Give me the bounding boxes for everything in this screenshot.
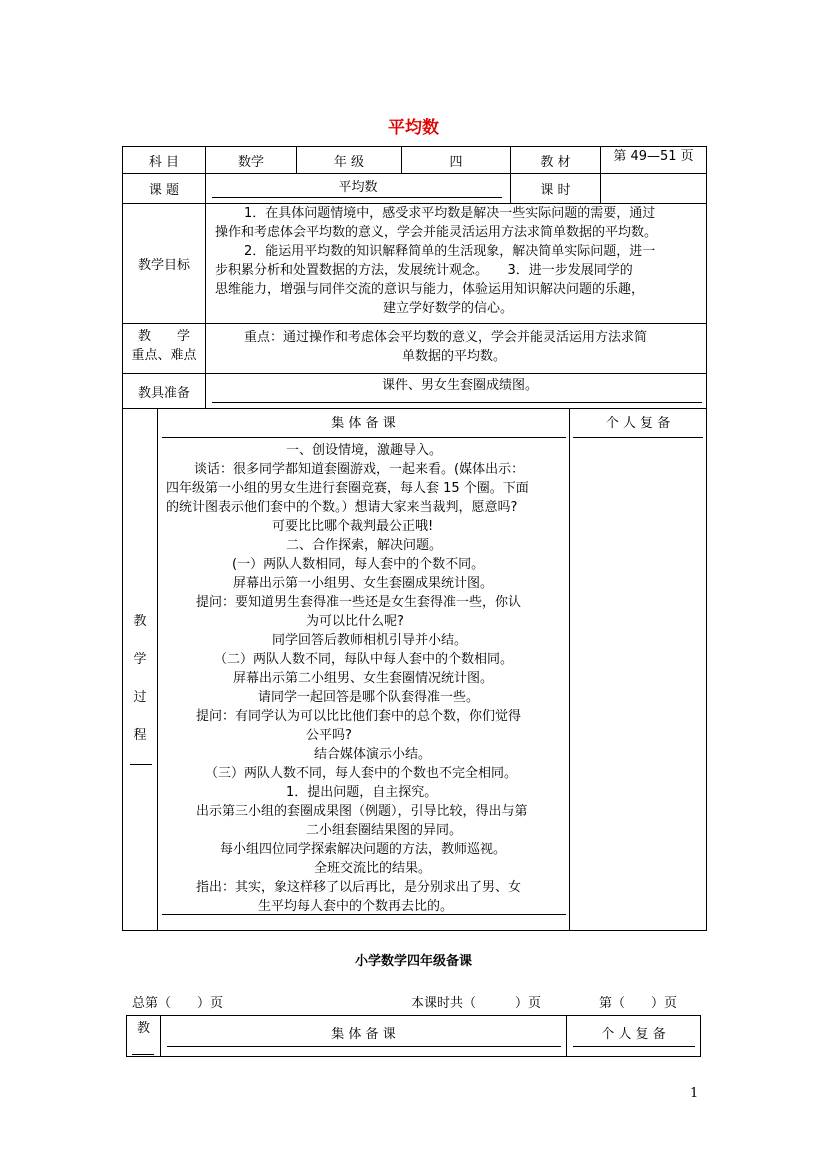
process-line: 为可以比什么呢? [306,614,404,629]
process-line: （三）两队人数不同，每人套中的个数也不完全相同。 [205,766,518,781]
process-line: 二小组套圈结果图的异同。 [306,823,463,838]
textbook-label: 教 材 [540,154,571,170]
topic-label: 课 题 [148,183,180,198]
process-line: 屏幕出示第二小组男、女生套圈情况统计图。 [233,671,494,686]
keypoints-line: 重点：通过操作和考虑体会平均数的意义，学会并能灵活运用方法求简 [244,330,648,345]
process-line: 全班交流比的结果。 [314,861,432,876]
page-number: 1 [690,1086,699,1101]
goals-line: 思维能力，增强与同伴交流的意识与能力，体验运用知识解决问题的乐趣， [215,282,645,297]
process-line: 谈话：很多同学都知道套圈游戏，一起来看。(媒体出示： [194,462,525,477]
lesson-hours: 本课时共（ ）页 [411,996,542,1011]
topic-value: 平均数 [338,180,378,195]
process-line: 二、合作探索，解决问题。 [286,538,443,553]
page-title: 平均数 [388,118,439,138]
page-no: 第（ ）页 [599,996,678,1011]
process-line: 请同学一起回答是哪个队套得准一些。 [258,690,480,705]
process-line: 屏幕出示第一小组男、女生套圈成果统计图。 [233,576,494,591]
period-value [601,174,706,203]
process-line: 同学回答后教师相机引导并小结。 [272,633,468,648]
goals-line: 2．能运用平均数的知识解释简单的生活现象，解决简单实际问题，进一 [244,244,656,259]
personal-prep-header-2: 个 人 复 备 [601,1027,666,1042]
keypoints-label-line1: 教 学 [137,329,190,344]
process-line: 结合媒体演示小结。 [314,747,432,762]
process-line: 生平均每人套中的个数再去比的。 [258,899,454,914]
goals-line: 建立学好数学的信心。 [383,301,514,316]
process-line: 提问：有同学认为可以比比他们套中的总个数，你们觉得 [196,709,522,724]
goals-line: 1．在具体问题情境中，感受求平均数是解决一些实际问题的需要，通过 [244,206,656,221]
textbook-value: 第 49—51 页 [613,148,694,164]
subject-value: 数学 [237,154,264,170]
total-pages: 总第（ ）页 [132,996,224,1011]
grade-value: 四 [449,154,463,170]
process-line: 1．提出问题，自主探究。 [286,785,438,800]
teach-label: 教 [136,1021,150,1036]
goals-line: 操作和考虑体会平均数的意义，学会并能灵活运用方法求简单数据的平均数。 [215,225,658,240]
personal-prep-header: 个 人 复 备 [605,416,671,431]
process-line: （二）两队人数不同，每队中每人套中的个数相同。 [214,652,514,667]
process-line: 可要比比哪个裁判最公正哦! [272,519,434,534]
period-label: 课 时 [540,183,571,198]
process-line: 出示第三小组的套圈成果图（例题），引导比较，得出与第 [196,804,528,819]
keypoints-line: 单数据的平均数。 [402,349,507,364]
process-label-char: 教 [133,614,147,629]
process-line: 提问：要知道男生套得准一些还是女生套得准一些，你认 [196,595,522,610]
process-line: 的统计图表示他们套中的个数。）想请大家来当裁判，愿意吗? [166,500,518,515]
process-line: (一）两队人数相同，每人套中的个数不同。 [232,557,485,572]
process-line: 每小组四位同学探索解决问题的方法，教师巡视。 [220,842,507,857]
process-line: 公平吗? [306,728,352,743]
process-line: 指出：其实，象这样移了以后再比，是分别求出了男、女 [196,880,522,895]
process-label-char: 过 [133,690,147,705]
process-line: 一、创设情境，激趣导入。 [286,443,443,458]
subject-label: 科 目 [148,154,180,170]
tools-value: 课件、男女生套圈成绩图。 [382,378,539,393]
grade-label: 年 级 [333,154,365,170]
tools-label: 教具准备 [137,385,190,401]
collective-prep-header: 集 体 备 课 [331,416,396,431]
goals-line: 步积累分析和处置数据的方法，发展统计观念。 3．进一步发展同学的 [215,263,633,278]
process-label-char: 学 [133,652,147,667]
process-line: 四年级第一小组的男女生进行套圈竞赛，每人套 15 个圈。下面 [166,481,529,496]
process-label-char: 程 [133,728,147,743]
section-title: 小学数学四年级备课 [354,954,472,969]
collective-prep-header-2: 集 体 备 课 [331,1027,396,1042]
goals-label: 教学目标 [137,258,190,273]
keypoints-label-line2: 重点、难点 [131,348,197,363]
